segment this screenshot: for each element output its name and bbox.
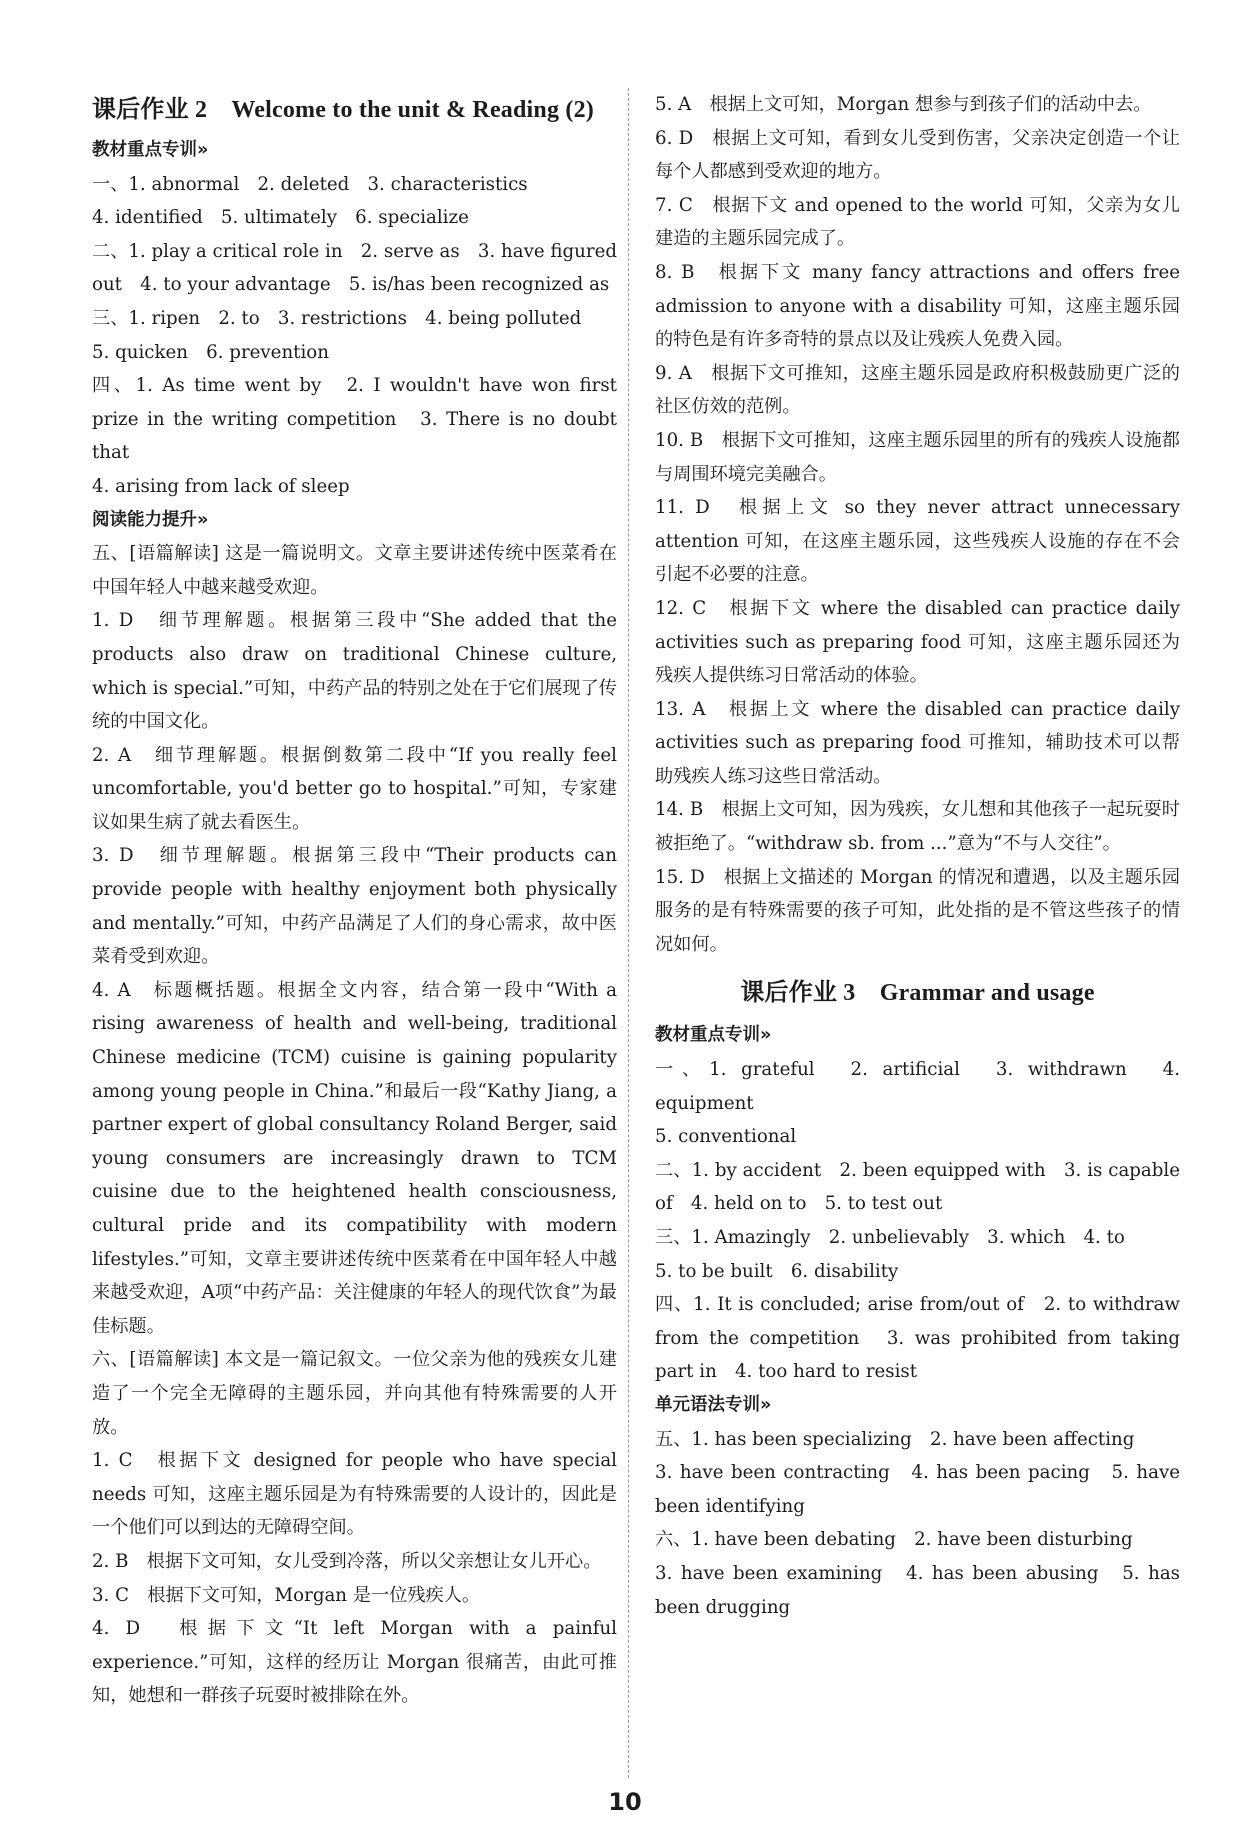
answer-explanation: 1. D 细节理解题。根据第三段中“She added that the products also draw on traditional Chinese culture, which is special.”可知，中药产品的特别之处在于它们展现了传统的中国文化。 bbox=[92, 610, 617, 733]
answer-explanation: 4. A 标题概括题。根据全文内容，结合第一段中“With a rising awareness of health and well-being, traditional Chinese medicine (TCM) cuisine is gaining popularity among young people in China.”和最后一段“Kathy Jiang, a partner expert of global consultancy Roland Berger, said young consumers are increasingly drawn to TCM cuisine due to the heightened health consciousness, cultural pride and its compatibility with modern lifestyles.”可知，文章主要讲述传统中医菜肴在中国年轻人中越来越受欢迎，A项“中药产品：关注健康的年轻人的现代饮食”为最佳标题。 bbox=[92, 979, 617, 1337]
answer-explanation: 6. D 根据上文可知，看到女儿受到伤害，父亲决定创造一个让每个人都感到受欢迎的地方。 bbox=[655, 127, 1180, 183]
answer-explanation: 11. D 根据上文 so they never attract unnecessary attention 可知，在这座主题乐园，这些残疾人设施的存在不会引起不必要的注意。 bbox=[655, 497, 1180, 586]
answer-line: 4. arising from lack of sleep bbox=[92, 475, 350, 497]
answer-line: 3. have been examining 4. has been abusing 5. has been drugging bbox=[655, 1562, 1180, 1618]
answer-explanation: 15. D 根据上文描述的 Morgan 的情况和遭遇，以及主题乐园服务的是有特殊需要的孩子可知，此处指的是不管这些孩子的情况如何。 bbox=[655, 866, 1180, 955]
answer-explanation: 8. B 根据下文 many fancy attractions and offers free admission to anyone with a disability 可知，这座主题乐园的特色是有许多奇特的景点以及让残疾人免费入园。 bbox=[655, 261, 1180, 351]
answer-explanation: 9. A 根据下文可推知，这座主题乐园是政府积极鼓励更广泛的社区仿效的范例。 bbox=[655, 362, 1180, 418]
answer-line: 四、1. It is concluded; arise from/out of 2. to withdraw from the competition 3. was prohibited from taking part in 4. too hard to resist bbox=[655, 1294, 1180, 1383]
answer-explanation: 3. D 细节理解题。根据第三段中“Their products can provide people with healthy enjoyment both physically and mentally.”可知，中药产品满足了人们的身心需求，故中医菜肴受到欢迎。 bbox=[92, 845, 617, 968]
answer-explanation: 7. C 根据下文 and opened to the world 可知，父亲为女儿建造的主题乐园完成了。 bbox=[655, 194, 1180, 250]
section-label: 单元语法专训 bbox=[655, 1394, 760, 1415]
answer-line: 3. have been contracting 4. has been pacing 5. have been identifying bbox=[655, 1462, 1180, 1517]
answer-line: 四、1. As time went by 2. I wouldn't have won first prize in the writing competition 3. There is no doubt that bbox=[92, 375, 617, 464]
answer-explanation: 13. A 根据上文 where the disabled can practice daily activities such as preparing food 可推知，辅助技术可以帮助残疾人练习这些日常活动。 bbox=[655, 698, 1180, 787]
section-textbook-training bbox=[655, 1019, 1180, 1053]
answer-line: 五、1. has been specializing 2. have been affecting bbox=[655, 1428, 1135, 1450]
answer-line: 六、1. have been debating 2. have been disturbing bbox=[655, 1529, 1133, 1551]
page-number: 10 bbox=[608, 1788, 642, 1816]
answer-explanation: 5. A 根据上文可知，Morgan 想参与到孩子们的活动中去。 bbox=[655, 94, 1152, 115]
answer-line: 5. conventional bbox=[655, 1126, 797, 1148]
answer-explanation: 2. B 根据下文可知，女儿受到冷落，所以父亲想让女儿开心。 bbox=[92, 1550, 602, 1572]
answer-line: 二、1. by accident 2. been equipped with 3. is capable of 4. held on to 5. to test out bbox=[655, 1159, 1180, 1215]
answer-line: 三、1. Amazingly 2. unbelievably 3. which 4. to bbox=[655, 1227, 1125, 1248]
answer-explanation: 12. C 根据下文 where the disabled can practice daily activities such as preparing food 可知，这座主题乐园还为残疾人提供练习日常活动的体验。 bbox=[655, 597, 1180, 687]
answer-line: 二、1. play a critical role in 2. serve as 3. have figured out 4. to your advantage 5. is/has been recognized as bbox=[92, 240, 617, 296]
answer-explanation: 3. C 根据下文可知，Morgan 是一位残疾人。 bbox=[92, 1584, 481, 1606]
chevron-right-icon: » bbox=[197, 509, 209, 530]
left-column bbox=[92, 88, 617, 1713]
answer-explanation: 1. C 根据下文 designed for people who have special needs 可知，这座主题乐园是为有特殊需要的人设计的，因此是一个他们可以到达的无障碍空间。 bbox=[92, 1450, 617, 1539]
section-unit-grammar bbox=[655, 1389, 1180, 1423]
lesson-2-title: 课后作业 2 Welcome to the unit & Reading (2) bbox=[92, 97, 594, 123]
answer-line: 4. identified 5. ultimately 6. specialize bbox=[92, 207, 469, 229]
chevron-right-icon: » bbox=[760, 1025, 772, 1046]
answer-explanation: 10. B 根据下文可推知，这座主题乐园里的所有的残疾人设施都与周围环境完美融合。 bbox=[655, 429, 1180, 485]
answer-explanation: 2. A 细节理解题。根据倒数第二段中“If you really feel uncomfortable, you'd better go to hospital.”可知，专家建议如果生病了就去看医生。 bbox=[92, 744, 617, 833]
section-label: 教材重点专训 bbox=[92, 140, 197, 160]
passage-analysis: 五、[语篇解读] 这是一篇说明文。文章主要讲述传统中医菜肴在中国年轻人中越来越受欢迎。 bbox=[92, 543, 617, 598]
right-column bbox=[655, 88, 1180, 1624]
section-label: 阅读能力提升 bbox=[92, 509, 197, 530]
answer-explanation: 4. D 根据下文“It left Morgan with a painful experience.”可知，这样的经历让 Morgan 很痛苦，由此可推知，她想和一群孩子玩耍时被排除在外。 bbox=[92, 1618, 617, 1707]
lesson-3-title: 课后作业 3 Grammar and usage bbox=[740, 980, 1095, 1007]
passage-analysis: 六、[语篇解读] 本文是一篇记叙文。一位父亲为他的残疾女儿建造了一个完全无障碍的主题乐园，并向其他有特殊需要的人开放。 bbox=[92, 1349, 617, 1438]
section-textbook-training bbox=[92, 134, 617, 168]
answer-line: 5. quicken 6. prevention bbox=[92, 341, 329, 363]
column-divider bbox=[628, 88, 629, 1778]
chevron-right-icon: » bbox=[760, 1394, 772, 1415]
section-reading-improvement bbox=[92, 504, 617, 538]
answer-line: 一、1. abnormal 2. deleted 3. characteristics bbox=[92, 173, 528, 195]
answer-line: 三、1. ripen 2. to 3. restrictions 4. being polluted bbox=[92, 307, 582, 329]
section-label: 教材重点专训 bbox=[655, 1025, 760, 1046]
answer-line: 5. to be built 6. disability bbox=[655, 1260, 899, 1282]
answer-explanation: 14. B 根据上文可知，因为残疾，女儿想和其他孩子一起玩耍时被拒绝了。“withdraw sb. from ...”意为“不与人交往”。 bbox=[655, 799, 1180, 855]
chevron-right-icon: » bbox=[197, 140, 209, 160]
answer-line: 一、1. grateful 2. artificial 3. withdrawn 4. equipment bbox=[655, 1059, 1180, 1114]
